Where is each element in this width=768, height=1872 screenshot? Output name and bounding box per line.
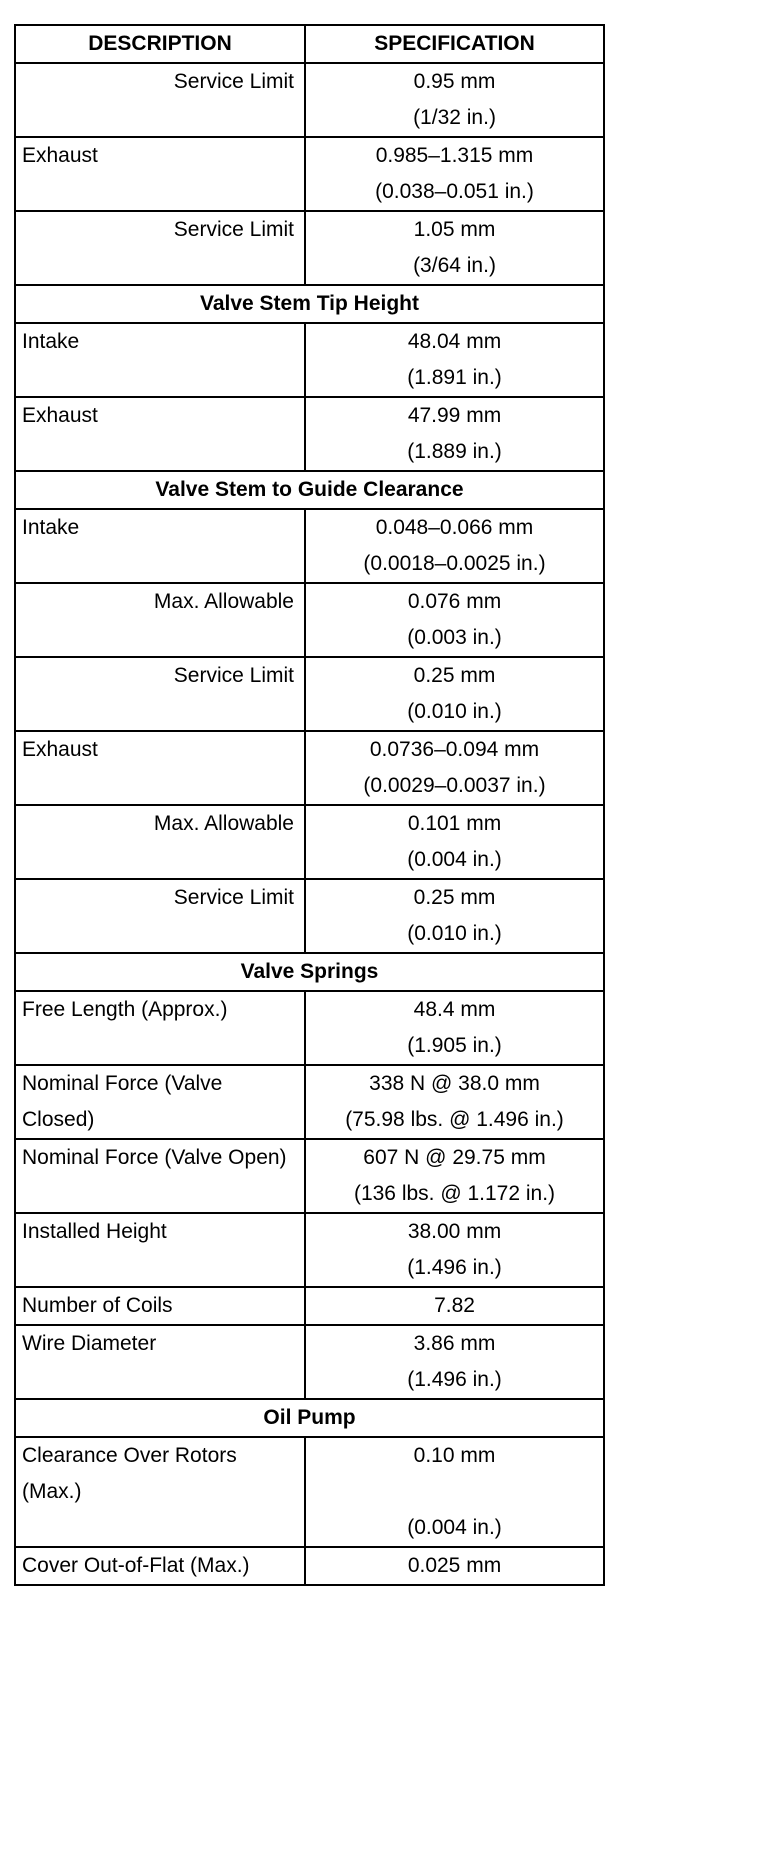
spec-value-metric: 0.25 mm xyxy=(413,664,496,687)
spec-value-imperial: (1.905 in.) xyxy=(407,1034,502,1057)
spec-value-imperial: (3/64 in.) xyxy=(413,254,496,277)
description-text: Exhaust xyxy=(22,738,98,761)
description-cell xyxy=(15,805,305,879)
description-cell xyxy=(15,1213,305,1287)
description-cell xyxy=(15,1325,305,1399)
description-text: Service Limit xyxy=(173,886,294,909)
specification-cell xyxy=(305,879,604,953)
specification-cell xyxy=(305,805,604,879)
description-cell xyxy=(15,1065,305,1139)
spec-value-metric: 338 N @ 38.0 mm xyxy=(369,1072,540,1095)
description-cell xyxy=(15,509,305,583)
table-row xyxy=(15,397,604,471)
section-title: Valve Springs xyxy=(15,953,604,991)
spec-value-imperial: (0.003 in.) xyxy=(407,626,502,649)
table-row xyxy=(15,137,604,211)
description-text: Service Limit xyxy=(173,664,294,687)
table-row xyxy=(15,583,604,657)
description-text: Nominal Force (Valve Open) xyxy=(22,1146,287,1169)
table-row xyxy=(15,879,604,953)
spec-value-metric: 3.86 mm xyxy=(413,1332,496,1355)
specification-cell xyxy=(305,1325,604,1399)
spec-value-imperial: (1.496 in.) xyxy=(407,1368,502,1391)
description-text: Service Limit xyxy=(173,218,294,241)
description-cell xyxy=(15,137,305,211)
description-text: Max. Allowable xyxy=(153,812,294,835)
specification-cell xyxy=(305,323,604,397)
spec-value-imperial: (0.010 in.) xyxy=(407,922,502,945)
table-row xyxy=(15,1213,604,1287)
table-row xyxy=(15,1065,604,1139)
spec-value-imperial: (1.496 in.) xyxy=(407,1256,502,1279)
description-text: Exhaust xyxy=(22,404,98,427)
spec-value-imperial xyxy=(312,1474,597,1510)
spec-value-metric: 47.99 mm xyxy=(407,404,502,427)
spec-value-metric: 0.025 mm xyxy=(407,1554,502,1577)
table-row xyxy=(15,1287,604,1325)
spec-value-imperial: (1.891 in.) xyxy=(407,366,502,389)
table-row xyxy=(15,323,604,397)
section-row xyxy=(15,285,604,323)
specification-cell xyxy=(305,137,604,211)
spec-value-imperial: (75.98 lbs. @ 1.496 in.) xyxy=(345,1108,564,1131)
spec-value-imperial: (0.010 in.) xyxy=(407,700,502,723)
description-text: Clearance Over Rotors (Max.) xyxy=(22,1444,237,1503)
spec-value-metric: 0.048–0.066 mm xyxy=(375,516,534,539)
description-cell xyxy=(15,1139,305,1213)
spec-value-metric: 0.076 mm xyxy=(407,590,502,613)
description-cell xyxy=(15,211,305,285)
spec-value-imperial: (0.0029–0.0037 in.) xyxy=(363,774,546,797)
description-text: Exhaust xyxy=(22,144,98,167)
description-header: DESCRIPTION xyxy=(15,25,305,63)
table-body xyxy=(15,63,604,1585)
specification-cell xyxy=(305,991,604,1065)
description-text: Intake xyxy=(22,330,80,353)
specification-cell xyxy=(305,211,604,285)
description-text: Cover Out-of-Flat (Max.) xyxy=(22,1554,250,1577)
description-text: Number of Coils xyxy=(22,1294,173,1317)
description-text: Installed Height xyxy=(22,1220,167,1243)
specification-cell xyxy=(305,509,604,583)
description-text: Max. Allowable xyxy=(153,590,294,613)
specification-cell xyxy=(305,397,604,471)
spec-value-imperial: (0.004 in.) xyxy=(407,1516,502,1539)
spec-value-metric: 0.985–1.315 mm xyxy=(375,144,534,167)
section-row xyxy=(15,953,604,991)
section-row xyxy=(15,471,604,509)
table-row xyxy=(15,211,604,285)
spec-value-metric: 48.04 mm xyxy=(407,330,502,353)
specification-cell xyxy=(305,583,604,657)
spec-value-metric: 7.82 xyxy=(434,1294,475,1317)
description-cell xyxy=(15,583,305,657)
specification-cell xyxy=(305,1065,604,1139)
spec-value-metric: 48.4 mm xyxy=(413,998,496,1021)
description-text: Wire Diameter xyxy=(22,1332,157,1355)
specification-cell xyxy=(305,1139,604,1213)
specification-cell xyxy=(305,731,604,805)
description-cell xyxy=(15,657,305,731)
table-row xyxy=(15,1547,604,1585)
table-row xyxy=(15,731,604,805)
table-row xyxy=(15,991,604,1065)
spec-value-metric: 1.05 mm xyxy=(413,218,496,241)
spec-value-imperial: (136 lbs. @ 1.172 in.) xyxy=(353,1182,556,1205)
table-row xyxy=(15,1325,604,1399)
table-row xyxy=(15,805,604,879)
spec-value-metric: 0.95 mm xyxy=(413,70,496,93)
description-cell xyxy=(15,731,305,805)
specification-cell xyxy=(305,1437,604,1547)
description-cell xyxy=(15,991,305,1065)
description-text: Free Length (Approx.) xyxy=(22,998,228,1021)
spec-value-metric: 0.0736–0.094 mm xyxy=(369,738,540,761)
description-cell xyxy=(15,63,305,137)
description-cell xyxy=(15,1287,305,1325)
section-title: Valve Stem Tip Height xyxy=(15,285,604,323)
spec-value-imperial: (0.038–0.051 in.) xyxy=(375,180,534,203)
header-row xyxy=(15,25,604,63)
spec-value-imperial: (0.0018–0.0025 in.) xyxy=(363,552,546,575)
spec-value-metric: 38.00 mm xyxy=(407,1220,502,1243)
spec-value-metric: 0.25 mm xyxy=(413,886,496,909)
description-cell xyxy=(15,397,305,471)
table-row xyxy=(15,509,604,583)
spec-value-imperial: (0.004 in.) xyxy=(407,848,502,871)
specification-header: SPECIFICATION xyxy=(305,25,604,63)
description-text: Intake xyxy=(22,516,80,539)
specification-table xyxy=(14,24,605,1586)
table-row xyxy=(15,1437,604,1547)
spec-value-metric: 0.101 mm xyxy=(407,812,502,835)
table-row xyxy=(15,1139,604,1213)
section-row xyxy=(15,1399,604,1437)
section-title: Valve Stem to Guide Clearance xyxy=(15,471,604,509)
description-text: Service Limit xyxy=(173,70,294,93)
description-cell xyxy=(15,1547,305,1585)
spec-value-metric: 0.10 mm xyxy=(413,1444,496,1467)
section-title: Oil Pump xyxy=(15,1399,604,1437)
specification-cell xyxy=(305,63,604,137)
spec-value-imperial: (1.889 in.) xyxy=(407,440,502,463)
specification-cell xyxy=(305,1213,604,1287)
description-cell xyxy=(15,1437,305,1547)
specification-cell xyxy=(305,1547,604,1585)
spec-value-imperial: (1/32 in.) xyxy=(413,106,496,129)
spec-value-metric: 607 N @ 29.75 mm xyxy=(363,1146,546,1169)
specification-cell xyxy=(305,657,604,731)
table-row xyxy=(15,63,604,137)
description-text: Nominal Force (Valve Closed) xyxy=(22,1072,223,1131)
table-row xyxy=(15,657,604,731)
description-cell xyxy=(15,879,305,953)
description-cell xyxy=(15,323,305,397)
specification-cell xyxy=(305,1287,604,1325)
